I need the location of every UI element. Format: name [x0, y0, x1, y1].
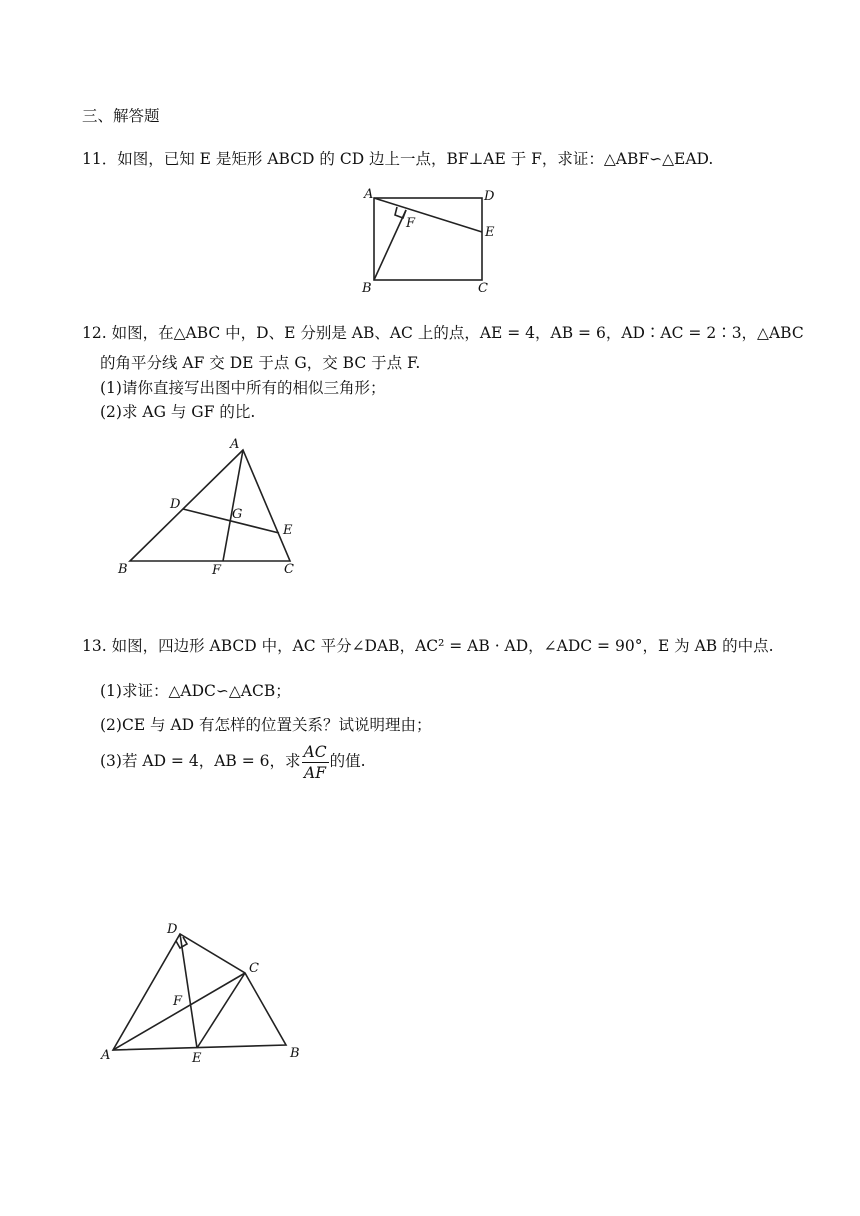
q11-label-b: B — [362, 281, 372, 296]
q13-label-d: D — [167, 922, 178, 937]
q11-label-a: A — [364, 187, 374, 202]
q13-sub2: (2)CE 与 AD 有怎样的位置关系？试说明理由； — [100, 716, 432, 734]
q13-line1: 13. 如图，四边形 ABCD 中，AC 平分∠DAB，AC² = AB · AD，∠ADC = 90°，E 为 AB 的中点. — [82, 637, 774, 655]
q13-label-c: C — [249, 961, 259, 976]
q11-label-e: E — [485, 225, 495, 240]
section-title: 三、解答题 — [82, 107, 160, 125]
q13-sub3-prefix: (3)若 AD = 4，AB = 6，求 — [100, 752, 301, 770]
q12-sub2: (2)求 AG 与 GF 的比. — [100, 403, 256, 421]
q13-fraction-denominator: AF — [304, 763, 326, 782]
q13-segment-ac — [113, 973, 245, 1050]
q13-label-f: F — [173, 994, 183, 1009]
q13-label-b: B — [290, 1046, 300, 1061]
q13-segment-de — [180, 934, 197, 1048]
q12-label-g: G — [232, 507, 243, 522]
q12-label-a: A — [230, 437, 240, 452]
q12-label-d: D — [170, 497, 181, 512]
q13-sub3-suffix: 的值. — [329, 752, 366, 770]
q12-label-c: C — [284, 562, 294, 577]
q13-label-e: E — [192, 1051, 202, 1066]
q12-label-e: E — [283, 523, 293, 538]
q12-line2: 的角平分线 AF 交 DE 于点 G，交 BC 于点 F. — [100, 354, 421, 372]
q11-label-f: F — [406, 216, 416, 231]
q11-label-d: D — [484, 189, 495, 204]
q12-line1: 12. 如图，在△ABC 中，D、E 分别是 AB、AC 上的点，AE = 4，AB = 6，AD∶AC = 2∶3，△ABC — [82, 324, 804, 342]
q11-text: 11．如图，已知 E 是矩形 ABCD 的 CD 边上一点，BF⊥AE 于 F，求证：△ABF∽△EAD. — [82, 150, 714, 168]
q13-label-a: A — [101, 1048, 111, 1063]
q12-sub1: (1)请你直接写出图中所有的相似三角形； — [100, 379, 386, 397]
q11-label-c: C — [478, 281, 488, 296]
q13-fraction-numerator: AC — [303, 742, 327, 761]
q13-sub1: (1)求证：△ADC∽△ACB； — [100, 682, 291, 700]
q13-quadrilateral-adcb — [113, 934, 286, 1050]
q12-label-f: F — [212, 563, 222, 578]
q13-segment-ce — [197, 973, 245, 1048]
q12-label-b: B — [118, 562, 128, 577]
